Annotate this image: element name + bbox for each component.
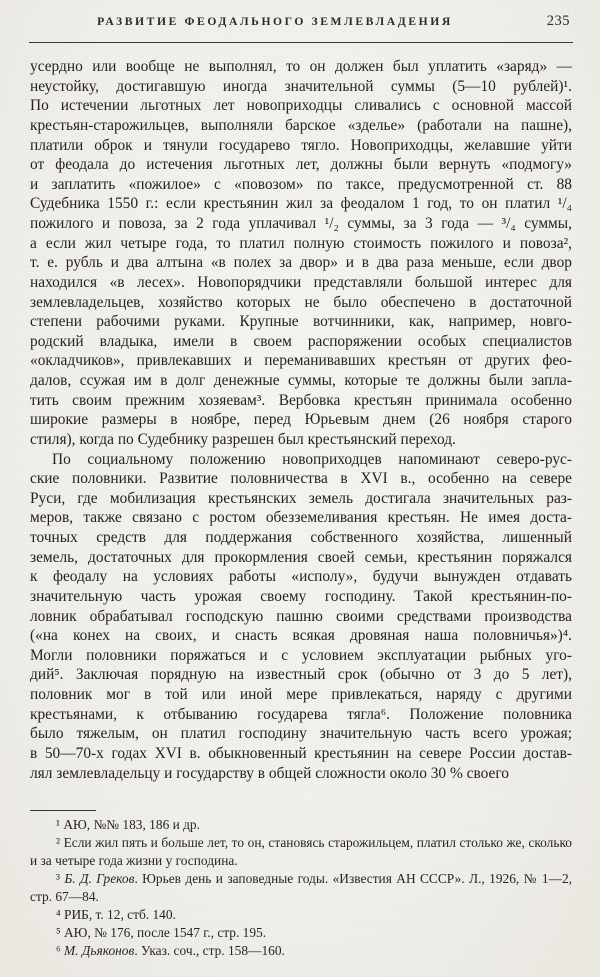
body-text — [30, 57, 572, 783]
footnote — [30, 870, 572, 906]
body-line: усердно или вообще не выполнял, то он должен был уплатить «заряд» — — [30, 58, 572, 75]
footnote-text: ³ — [56, 871, 65, 886]
footnote — [30, 834, 572, 870]
body-line: широкие размеры в ноябре, перед Юрьевым днем (26 ноября старого — [30, 411, 572, 429]
body-line: значительную часть урожая своему господину. Такой крестьянин-по- — [30, 587, 572, 605]
body-line: находился «в лесех». Новопорядчики представляли большой интерес для — [30, 273, 572, 291]
body-line: т. е. рубль и два алтына «в полех за двор» и в два раза меньше, если двор — [30, 254, 572, 272]
body-line: землевладельцев, хозяйство которых не было обеспечено в достаточной — [30, 293, 572, 311]
footnote-text: . Указ. соч., стр. 158—160. — [134, 943, 285, 958]
body-line: в 50—70-х годах XVI в. обыкновенный крестьянин на севере России достав- — [30, 744, 572, 762]
footnotes — [30, 816, 572, 960]
body-line: («на конех на своих, и снасть всякая дровяная наша половничья»)⁴. — [30, 627, 572, 645]
body-line: меров, также связано с ростом обезземеливания крестьян. Не имея доста- — [30, 509, 572, 527]
body-line: пожилого и повоза, за 2 года уплачивал ¹/₂ суммы, за 3 года — ³/₄ суммы, — [30, 215, 572, 232]
body-line: к феодалу на условиях работы «исполу», будучи вынужден отдавать — [30, 568, 572, 586]
footnote-text: ⁵ АЮ, № 176, после 1547 г., стр. 195. — [56, 925, 267, 940]
body-line: платили оброк и тянули государево тягло. Новоприходцы, желавшие уйти — [30, 136, 572, 154]
body-line: степени рабочими руками. Крупные вотчинники, как, например, новго- — [30, 313, 572, 331]
body-line: дий⁵. Заключая порядную на известный срок (обычно от 3 до 5 лет), — [30, 666, 572, 684]
footnote — [30, 816, 572, 834]
body-line: половник мог в той или иной мере привлекаться, наряду с другими — [30, 686, 572, 703]
footnote — [30, 906, 572, 924]
body-line: «окладчиков», привлекавших и переманивавших крестьян от других фео- — [30, 352, 572, 370]
footnote-separator — [30, 810, 96, 811]
body-line: и заплатить «пожилое» с «повозом» по таксе, предусмотренной ст. 88 — [30, 175, 572, 193]
body-line: крестьян-старожильцев, выполняли барское «зделье» (работали на пашне), — [30, 116, 572, 134]
footnote-author: М. Дьяконов — [64, 943, 135, 958]
page-number: 235 — [546, 13, 570, 29]
body-line: Судебника 1550 г.: если крестьянин жил за феодалом 1 год, то он платил ¹/₄ — [30, 195, 572, 213]
footnote — [30, 924, 572, 942]
body-line: По социальному положению новоприходцев напоминают северо-рус- — [52, 450, 572, 468]
footnote-author: Б. Д. Греков — [64, 871, 135, 886]
body-line: родский владыка, имели в своем распоряжении особых специалистов — [30, 332, 572, 350]
body-line: а если жил четыре года, то платил полную стоимость пожилого и повоза², — [30, 234, 572, 252]
header-rule — [29, 42, 573, 43]
body-line: крестьянами, к отбыванию государева тягла⁶. Положение половника — [30, 705, 572, 723]
body-line: далов, ссужая им в долг денежные суммы, которые те должны были запла- — [30, 372, 572, 389]
footnote-text: ⁴ РИБ, т. 12, стб. 140. — [56, 907, 176, 922]
footnote-text: ¹ АЮ, №№ 183, 186 и др. — [56, 817, 200, 832]
body-line: от феодала до истечения льготных лет, должны были вернуть «подмогу» — [30, 156, 572, 174]
footnote — [30, 942, 572, 960]
body-line: земель, достаточных для прокормления своей семьи, крестьянин поряжался — [30, 548, 572, 566]
footnote-text: . Юрьев день и заповедные годы. «Известия АН СССР». Л., 1926, № 1—2, стр. 67—84. — [30, 871, 572, 904]
body-line: Могли половники поряжаться и с условием эксплуатации рыбных уго- — [30, 646, 572, 664]
running-title: РАЗВИТИЕ ФЕОДАЛЬНОГО ЗЕМЛЕВЛАДЕНИЯ — [97, 15, 453, 28]
footnote-text: ⁶ — [56, 943, 65, 958]
body-line: неустойку, достигавшую иногда значительной суммы (5—10 рублей)¹. — [30, 77, 572, 95]
body-line: По истечении льготных лет новоприходцы сливались с основной массой — [30, 97, 572, 115]
body-line: лял землевладельцу и государству в общей сложности около 30 % своего — [30, 764, 509, 782]
footnote-text: ² Если жил пять и больше лет, то он, становясь старожильцем, платил столько же, сколько и за четыре года жизни у господина. — [30, 835, 572, 868]
body-line: ловник обрабатывал господскую пашню своими средствами производства — [30, 607, 572, 625]
body-line: точных средств для поддержания собственного хозяйства, лишенный — [30, 529, 572, 546]
body-line: было тяжелым, он платил господину значительную часть всего урожая; — [30, 725, 572, 743]
body-line: тить своим прежним хозяевам³. Вербовка крестьян принимала особенно — [30, 391, 572, 409]
body-line: Руси, где мобилизация крестьянских земель достигала значительных раз- — [30, 489, 572, 507]
body-line: ские половники. Развитие половничества в XVI в., особенно на севере — [30, 470, 572, 488]
body-line: стиля), когда по Судебнику разрешен был крестьянский переход. — [30, 430, 456, 448]
